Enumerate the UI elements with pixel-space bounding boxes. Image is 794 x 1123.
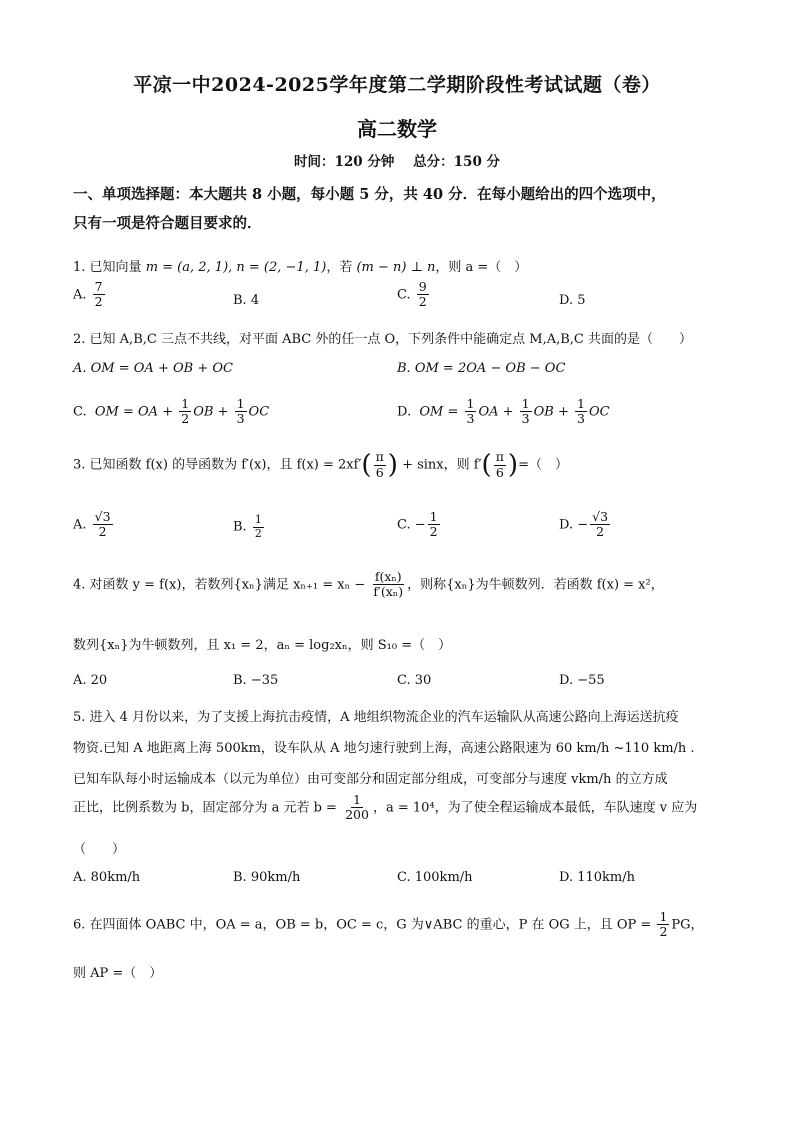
question-3-stem: 3. 已知函数 f(x) 的导函数为 f′(x)，且 f(x) = 2xf′( $\frac{\pi}{6}$ ) + sinx，则 f′( $\frac{\pi}{6}$ )=（ ）	[73, 449, 568, 480]
q1-condition: (m − n) ⊥ n	[356, 260, 436, 275]
q1-option-b: B. 4	[233, 293, 260, 308]
time-limit: 时间：120 分钟	[293, 154, 395, 170]
q3-option-d: D. − $\frac{√3}{2}$	[559, 509, 609, 540]
q3-option-a: A. $\frac{√3}{2}$	[73, 509, 111, 540]
section-heading-line2: 只有一项是符合题目要求的．	[73, 215, 262, 232]
q1-ask: ，则 a =（ ）	[435, 260, 528, 275]
question-4-stem: 4. 对函数 y = f(x)，若数列{xₙ}满足 xₙ₊₁ = xₙ − $\frac{\text{f(xₙ)}}{\text{f′(xₙ)}}$ ，则称{xₙ}为牛顿数列．若函数 f(x) = x²，	[73, 569, 664, 600]
question-2-stem: 2. 已知 A,B,C 三点不共线，对平面 ABC 外的任一点 O，下列条件中能确定点 M,A,B,C 共面的是（ ）	[73, 332, 692, 347]
question-6-stem: 6. 在四面体 OABC 中，OA = a，OB = b，OC = c，G 为∨ABC 的重心，P 在 OG 上，且 OP = $\frac{1}{2}$ PG，	[73, 909, 704, 940]
q4-option-c: C. 30	[397, 673, 432, 688]
subject-title: 高二数学	[357, 117, 437, 141]
q4-option-a: A. 20	[73, 673, 108, 688]
question-5-line2: 物资.已知 A 地距离上海 500km，设车队从 A 地匀速行驶到上海，高速公路限速为 60 km/h ~110 km/h .	[73, 741, 695, 756]
question-5-line1: 5. 进入 4 月份以来，为了支援上海抗击疫情，A 地组织物流企业的汽车运输队从高速公路向上海运送抗疫	[73, 710, 679, 725]
q1-option-c: C. $\frac{9}{2}$	[397, 279, 427, 310]
question-5-line5: （ ）	[73, 842, 126, 857]
q2-option-a: A. OM = OA + OB + OC	[73, 361, 233, 376]
q3-option-c: C. − $\frac{1}{2}$	[397, 509, 438, 540]
question-5-line3: 已知车队每小时运输成本（以元为单位）由可变部分和固定部分组成，可变部分与速度 vkm/h 的立方成	[73, 772, 668, 787]
q5-option-a: A. 80km/h	[73, 870, 141, 885]
q1-option-d: D. 5	[559, 293, 586, 308]
q5-option-b: B. 90km/h	[233, 870, 301, 885]
q5-option-c: C. 100km/h	[397, 870, 473, 885]
q3-option-b: B. $\frac{1}{2}$	[233, 513, 262, 540]
question-4-line2: 数列{xₙ}为牛顿数列，且 x₁ = 2，aₙ = log₂xₙ，则 S₁₀ =（ ）	[73, 638, 452, 653]
q1-vectors: m = (a, 2, 1), n = (2, −1, 1)	[145, 260, 327, 275]
section-heading-line1: 一、单项选择题：本大题共 8 小题，每小题 5 分，共 40 分．在每小题给出的四个选项中，	[73, 186, 666, 203]
q1-option-a-fraction: $\frac{7}{2}$	[94, 279, 103, 310]
q4-option-b: B. −35	[233, 673, 279, 688]
exam-meta	[0, 150, 794, 170]
question-1-stem	[73, 256, 527, 275]
q1-prefix: 1. 已知向量	[73, 260, 142, 275]
q2-option-b: B. OM = 2OA − OB − OC	[397, 361, 566, 376]
q2-option-d: D. OM = $\frac{1}{3}$ OA + $\frac{1}{3}$ OB + $\frac{1}{3}$ OC	[397, 396, 610, 427]
q2-option-c: C. OM = OA + $\frac{1}{2}$ OB + $\frac{1}{3}$ OC	[73, 396, 270, 427]
q1-cond-pre: ，若	[326, 260, 353, 275]
exam-title: 平凉一中2024-2025学年度第二学期阶段性考试试题（卷）	[133, 74, 661, 96]
q4-option-d: D. −55	[559, 673, 605, 688]
question-6-line2: 则 AP =（ ）	[73, 966, 163, 981]
q1-option-a: A. $\frac{7}{2}$	[73, 279, 103, 310]
q5-option-d: D. 110km/h	[559, 870, 635, 885]
q1-option-c-fraction: $\frac{9}{2}$	[418, 279, 427, 310]
total-score: 总分：150 分	[413, 154, 501, 170]
question-5-line4: 正比，比例系数为 b，固定部分为 a 元若 b = $\frac{1}{200}$ ，a = 10⁴，为了使全程运输成本最低，车队速度 v 应为	[73, 792, 698, 823]
